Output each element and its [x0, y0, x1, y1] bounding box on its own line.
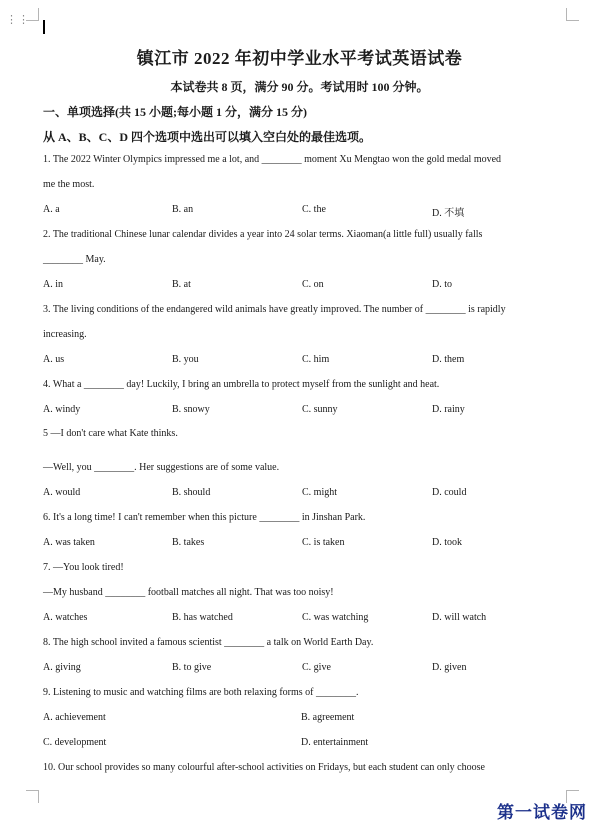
question-5-option-c: C. might [302, 487, 338, 498]
drag-handle-icon[interactable]: ⋮⋮ [6, 14, 30, 26]
question-4-line-1: 4. What a ________ day! Luckily, I bring an umbrella to protect myself from the sunlight and heat. [43, 379, 440, 390]
question-1-line-2: me the most. [43, 179, 95, 190]
question-7-option-c: C. was watching [302, 612, 369, 623]
question-4-option-b: B. snowy [172, 404, 210, 415]
watermark-logo: 第一试卷网 [497, 803, 587, 823]
question-6-line-1: 6. It's a long time! I can't remember when this picture ________ in Jinshan Park. [43, 512, 366, 523]
question-8-option-b: B. to give [172, 662, 212, 673]
question-6-option-a: A. was taken [43, 537, 95, 548]
crop-mark-bottom-left [26, 790, 39, 803]
question-4-option-d: D. rainy [432, 404, 465, 415]
crop-mark-top-right [566, 8, 579, 21]
question-3-option-b: B. you [172, 354, 199, 365]
question-3-option-a: A. us [43, 354, 65, 365]
text-cursor-icon [43, 20, 45, 34]
question-6-option-c: C. is taken [302, 537, 345, 548]
question-1-option-b: B. an [172, 204, 194, 215]
question-3-line-1: 3. The living conditions of the endangered wild animals have greatly improved. The number of ________ is rapidly [43, 304, 506, 315]
question-3-option-c: C. him [302, 354, 330, 365]
question-1-option-d: D. 不填 [432, 208, 465, 219]
question-5-option-b: B. should [172, 487, 211, 498]
section-instruction: 从 A、B、C、D 四个选项中选出可以填入空白处的最佳选项。 [43, 130, 372, 144]
question-2-line-2: ________ May. [43, 254, 106, 265]
question-9-option-c: C. development [43, 737, 107, 748]
question-2-option-a: A. in [43, 279, 63, 290]
question-8-line-1: 8. The high school invited a famous scientist ________ a talk on World Earth Day. [43, 637, 374, 648]
question-7-line-1: 7. —You look tired! [43, 562, 124, 573]
section-heading: 一、单项选择(共 15 小题;每小题 1 分，满分 15 分) [43, 105, 307, 119]
question-7-option-d: D. will watch [432, 612, 487, 623]
question-5-option-d: D. could [432, 487, 467, 498]
question-7-line-2: —My husband ________ football matches all night. That was too noisy! [43, 587, 334, 598]
exam-subtitle: 本试卷共 8 页，满分 90 分。考试用时 100 分钟。 [170, 80, 429, 94]
question-2-option-c: C. on [302, 279, 324, 290]
question-5-option-a: A. would [43, 487, 81, 498]
question-3-option-d: D. them [432, 354, 465, 365]
question-9-line-1: 9. Listening to music and watching films are both relaxing forms of ________. [43, 687, 359, 698]
question-2-option-b: B. at [172, 279, 191, 290]
question-8-option-a: A. giving [43, 662, 81, 673]
question-4-option-a: A. windy [43, 404, 81, 415]
question-8-option-c: C. give [302, 662, 331, 673]
question-5-line-1: 5 —I don't care what Kate thinks. [43, 428, 178, 439]
exam-title: 镇江市 2022 年初中学业水平考试英语试卷 [136, 49, 463, 68]
question-6-option-b: B. takes [172, 537, 205, 548]
question-1-option-c: C. the [302, 204, 326, 215]
question-8-option-d: D. given [432, 662, 467, 673]
question-9-option-b: B. agreement [301, 712, 355, 723]
question-7-option-a: A. watches [43, 612, 88, 623]
question-9-option-d: D. entertainment [301, 737, 369, 748]
question-9-option-a: A. achievement [43, 712, 106, 723]
question-1-option-a: A. a [43, 204, 60, 215]
question-5-line-2: —Well, you ________. Her suggestions are of some value. [43, 462, 280, 473]
question-2-option-d: D. to [432, 279, 452, 290]
question-10-line-1: 10. Our school provides so many colourful after-school activities on Fridays, but each student can only choose [43, 762, 485, 773]
question-2-line-1: 2. The traditional Chinese lunar calendar divides a year into 24 solar terms. Xiaoman(a little full) usually falls [43, 229, 483, 240]
question-1-line-1: 1. The 2022 Winter Olympics impressed me a lot, and ________ moment Xu Mengtao won the gold medal moved [43, 154, 502, 165]
question-7-option-b: B. has watched [172, 612, 233, 623]
question-4-option-c: C. sunny [302, 404, 338, 415]
question-6-option-d: D. took [432, 537, 462, 548]
question-3-line-2: increasing. [43, 329, 87, 340]
